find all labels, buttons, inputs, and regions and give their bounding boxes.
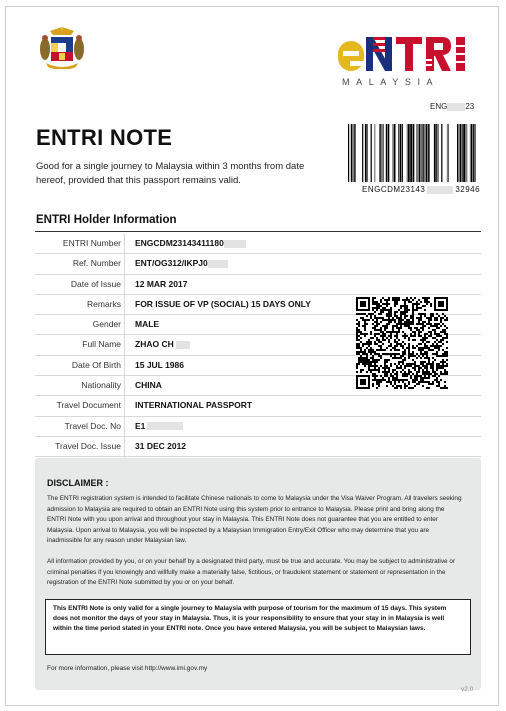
disclaimer-title: DISCLAIMER :	[47, 478, 109, 488]
entri-number-value: ENGCDM23143411180	[135, 238, 224, 248]
info-row-entri-number	[35, 234, 481, 254]
barcode-number-prefix: ENGCDM23143	[362, 185, 426, 194]
info-label: Ref. Number	[35, 254, 125, 273]
info-value: MALE	[135, 319, 160, 330]
redaction-block	[147, 422, 183, 430]
info-label: Travel Document	[35, 396, 125, 415]
info-label: ENTRI Number	[35, 234, 125, 253]
reference-code-suffix: 23	[465, 102, 475, 111]
barcode-number	[362, 185, 480, 194]
info-row-travel-doc-issue	[35, 437, 481, 457]
redaction-block	[447, 103, 465, 111]
info-value: FOR ISSUE OF VP (SOCIAL) 15 DAYS ONLY	[135, 298, 311, 309]
info-label: Travel Doc. Issue	[35, 437, 125, 456]
barcode-number-suffix: 32946	[455, 185, 481, 194]
section-divider	[35, 231, 481, 232]
info-value	[135, 417, 183, 436]
travel-doc-no-value: E1	[135, 420, 146, 431]
info-label: Travel Doc. No	[35, 417, 125, 436]
redaction-block	[224, 240, 246, 248]
qr-code-icon	[356, 297, 448, 389]
redaction-block	[427, 186, 453, 194]
holder-section-title: ENTRI Holder Information	[36, 214, 177, 226]
malaysia-coat-of-arms-icon	[38, 27, 86, 69]
validity-notice: This ENTRI Note is only valid for a single journey to Malaysia with purpose of tourism for the maximum of 15 days. This system does not monitor the days of your stay in Malaysia. Thus, it is your responsibility to ensure that your stay in in Malaysia is well within the time period stated in your ENTRI note. Once you have entered Malaysia, you will be subject to Malaysian laws.	[45, 599, 471, 655]
redaction-block	[176, 341, 190, 349]
info-label: Date Of Birth	[35, 356, 125, 375]
info-value	[135, 335, 190, 354]
more-info-text: For more information, please visit http://www.imi.gov.my	[47, 665, 208, 672]
info-label: Date of Issue	[35, 275, 125, 294]
full-name-value: ZHAO CH	[135, 339, 174, 350]
info-row-travel-document	[35, 396, 481, 416]
disclaimer-paragraph-2: All information provided by you, or on your behalf by a designated third party, must be true and accurate. You may be subject to administrative or criminal penalties if you knowingly and willfully make a materially false, fictitious, or fraudulent statement or statement or representation in the registration of the ENTRI Note submitted by you or on your behalf.	[47, 558, 456, 586]
barcode-icon	[348, 124, 476, 182]
disclaimer-box	[35, 458, 481, 690]
ref-number-value: ENT/OG312/IKPJ0	[135, 258, 208, 269]
holder-info-table	[35, 234, 481, 478]
document-title: ENTRI NOTE	[36, 125, 173, 150]
version-label: v2.0	[461, 686, 474, 693]
document-subtitle: Good for a single journey to Malaysia within 3 months from date hereof, provided that this passport remains valid.	[36, 161, 305, 186]
info-row-travel-doc-no	[35, 417, 481, 437]
info-label: Full Name	[35, 335, 125, 354]
info-value: 31 DEC 2012	[135, 440, 187, 451]
logo-subtitle: MALAYSIA	[342, 77, 440, 87]
info-value: 12 MAR 2017	[135, 278, 188, 289]
info-value: INTERNATIONAL PASSPORT	[135, 400, 253, 411]
info-value: CHINA	[135, 380, 162, 391]
redaction-block	[208, 260, 228, 268]
entri-note-page	[5, 6, 499, 706]
reference-code-prefix: ENG	[430, 102, 448, 111]
info-label: Remarks	[35, 295, 125, 314]
info-label: Nationality	[35, 376, 125, 395]
disclaimer-paragraph-1: The ENTRI registration system is intended to facilitate Chinese nationals to come to Malaysia under the Visa Waiver Program. All travelers seeking admission to Malaysia are required to obtain an ENTRI Note using this system prior to entrance to Malaysia. Please print and bring along the ENTRI Note with you upon arrival and throughout your stay in Malaysia. This ENTRI Note does not guarantee that you are entitled to enter Malaysia. Upon arrival to Malaysia, you will be inspected by a Malaysian Immigration Entry/Exit Officer who may determine that you are inadmissible for any reason under Malaysian law.	[47, 495, 462, 544]
reference-code	[430, 102, 474, 111]
info-label: Gender	[35, 315, 125, 334]
info-row-date-of-issue	[35, 275, 481, 295]
info-row-ref-number	[35, 254, 481, 274]
info-value	[135, 254, 228, 273]
entri-logo-icon	[338, 31, 478, 75]
info-value: 15 JUL 1986	[135, 359, 184, 370]
info-value	[135, 234, 246, 253]
